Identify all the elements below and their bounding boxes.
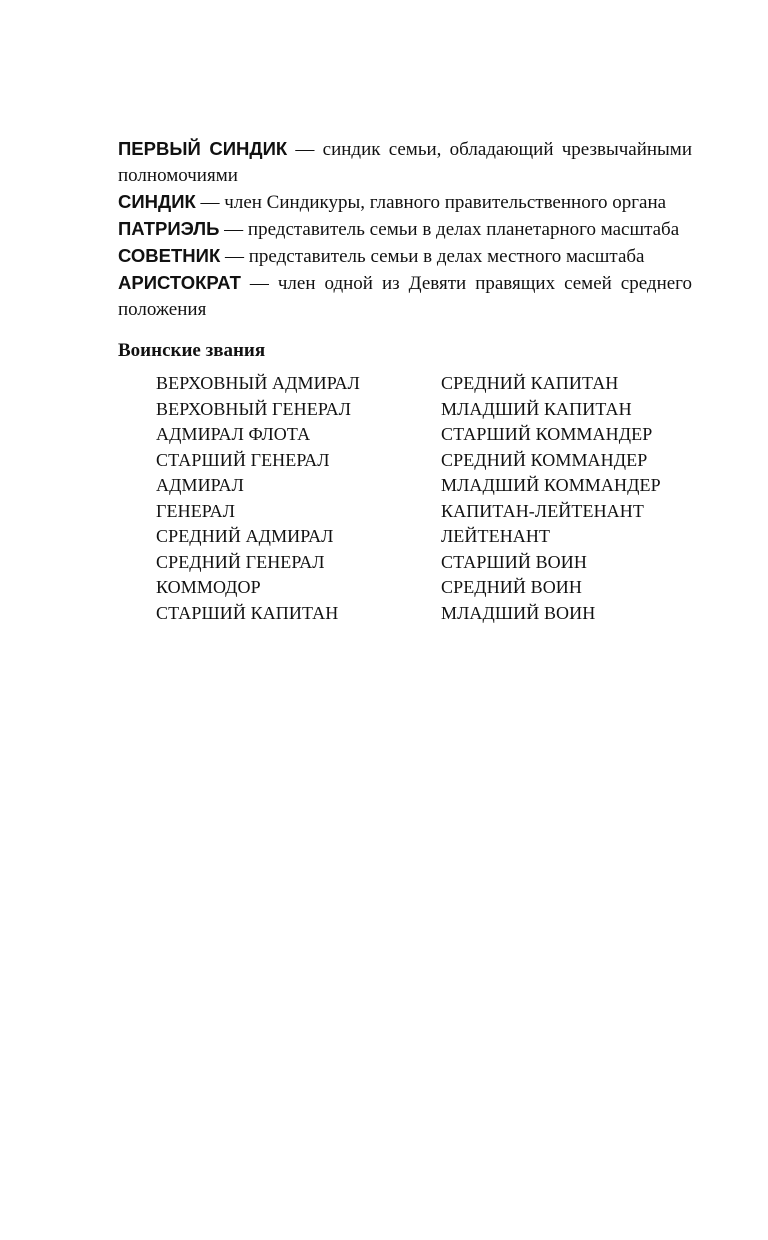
rank-item: СРЕДНИЙ КАПИТАН	[441, 373, 619, 393]
rank-item: МЛАДШИЙ ВОИН	[441, 602, 596, 623]
rank-item: КОММОДОР	[156, 577, 261, 597]
rank-item: СРЕДНИЙ КОММАНДЕР	[441, 449, 648, 470]
definition-entry	[118, 136, 692, 189]
definitions-list	[118, 136, 692, 323]
definition-entry	[118, 216, 692, 243]
definition-text: — представитель семьи в делах планетарного масштаба	[219, 219, 680, 240]
definition-term: ПАТРИЭЛЬ	[118, 218, 220, 239]
ranks-table	[156, 371, 696, 626]
rank-item: СРЕДНИЙ ВОИН	[441, 577, 582, 597]
rank-item: АДМИРАЛ	[156, 475, 244, 495]
definition-text: — синдик семьи, обладающий чрезвычайными полномочиями	[118, 139, 692, 186]
rank-item: ВЕРХОВНЫЙ АДМИРАЛ	[156, 373, 360, 393]
rank-item: ВЕРХОВНЫЙ ГЕНЕРАЛ	[156, 398, 352, 419]
definition-text: — член Синдикуры, главного правительственного органа	[195, 192, 667, 213]
definition-text: — член одной из Девяти правящих семей среднего положения	[118, 273, 692, 320]
ranks-left-column	[156, 371, 441, 626]
rank-item: СТАРШИЙ КАПИТАН	[156, 602, 339, 623]
rank-item: СТАРШИЙ ВОИН	[441, 551, 587, 572]
rank-item: ЛЕЙТЕНАНТ	[441, 526, 551, 546]
rank-item: СРЕДНИЙ АДМИРАЛ	[156, 526, 334, 546]
definition-text: — представитель семьи в делах местного масштаба	[220, 246, 645, 267]
rank-item: МЛАДШИЙ КАПИТАН	[441, 398, 632, 419]
definition-entry	[118, 243, 692, 270]
definition-term: СОВЕТНИК	[118, 245, 221, 266]
page-content	[118, 136, 692, 623]
definition-entry	[118, 189, 692, 216]
rank-item: СРЕДНИЙ ГЕНЕРАЛ	[156, 551, 325, 572]
rank-item: КАПИТАН-ЛЕЙТЕНАНТ	[441, 500, 644, 521]
definition-entry	[118, 270, 692, 323]
rank-item: АДМИРАЛ ФЛОТА	[156, 424, 311, 444]
definition-term: АРИСТОКРАТ	[118, 272, 241, 293]
section-title-military-ranks: Воинские звания	[118, 340, 266, 361]
definition-term: ПЕРВЫЙ СИНДИК	[118, 138, 288, 159]
rank-item: ГЕНЕРАЛ	[156, 500, 236, 521]
definition-term: СИНДИК	[118, 191, 196, 212]
rank-item: СТАРШИЙ ГЕНЕРАЛ	[156, 449, 330, 470]
rank-item: МЛАДШИЙ КОММАНДЕР	[441, 475, 661, 495]
ranks-right-column	[441, 371, 661, 626]
rank-item: СТАРШИЙ КОММАНДЕР	[441, 424, 653, 444]
